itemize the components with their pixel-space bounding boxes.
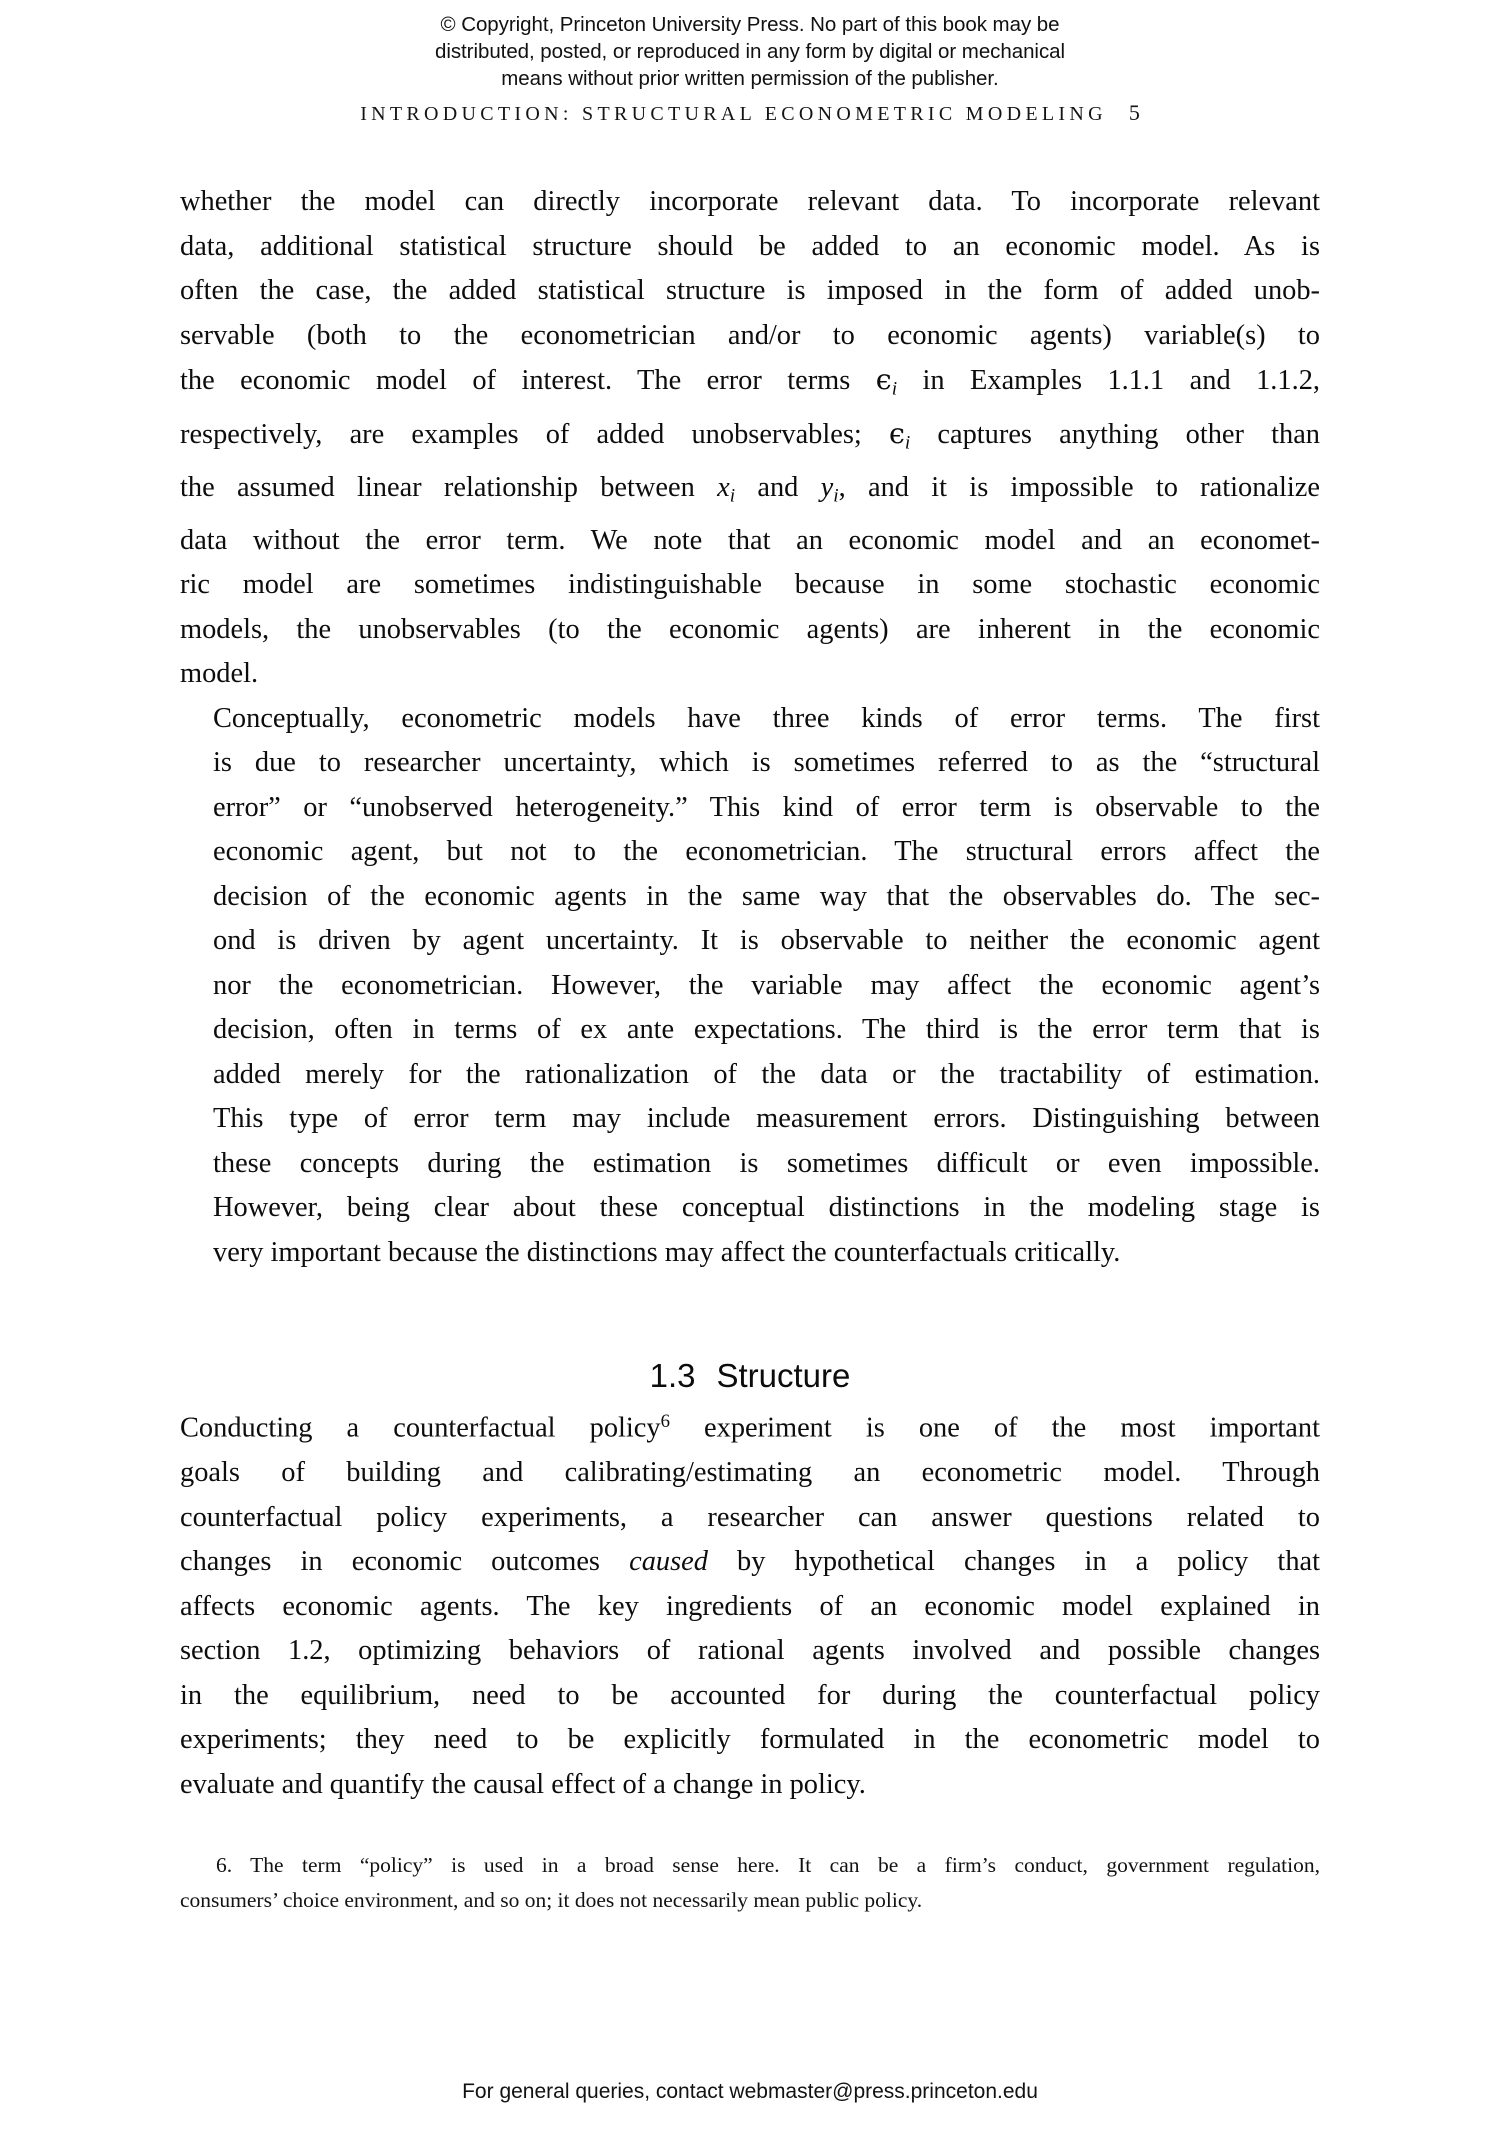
text-line: data without the error term. We note that an economic model and an economet- [180, 524, 1320, 556]
text-line: is due to researcher uncertainty, which is sometimes referred to as the “structural [213, 747, 1320, 779]
footnote-line: 6. The term “policy” is used in a broad sense here. It can be a firm’s conduct, government regulation, [216, 1853, 1320, 1877]
text-line-with-math: respectively, are examples of added unobservables; $\epsilon_i$ captures anything other than [180, 416, 1321, 454]
text-line: experiments; they need to be explicitly formulated in the econometric model to [180, 1724, 1320, 1756]
text-line: nor the econometrician. However, the variable may affect the economic agent’s [213, 969, 1320, 1001]
running-head-title: INTRODUCTION: STRUCTURAL ECONOMETRIC MODELING [360, 103, 1107, 125]
copyright-notice [0, 11, 1500, 92]
text-line: model. [180, 658, 259, 690]
copyright-line-2: distributed, posted, or reproduced in any form by digital or mechanical [434, 40, 1065, 63]
subscript-i: i [833, 485, 839, 507]
subscript-i: i [891, 378, 898, 400]
emphasis-caused: caused [629, 1546, 708, 1578]
text-line-with-math: the assumed linear relationship between $x_i$ and $y_i$, and it is impossible to rationalize [180, 471, 1320, 507]
main-text-block-after-heading [180, 1400, 1320, 1807]
text-line-with-emphasis: changes in economic outcomes caused by hypothetical changes in a policy that [180, 1546, 1320, 1578]
variable-x: x [717, 471, 730, 503]
text-line: Conceptually, econometric models have three kinds of error terms. The first [213, 702, 1320, 734]
footnote-line: consumers’ choice environment, and so on; it does not necessarily mean public policy. [180, 1888, 923, 1912]
variable-y: y [820, 471, 834, 503]
copyright-line-3: means without prior written permission of the publisher. [501, 67, 999, 90]
epsilon-symbol: ϵ [875, 363, 892, 396]
page-footer [0, 2080, 1500, 2104]
text-line: ond is driven by agent uncertainty. It is observable to neither the economic agent [213, 925, 1320, 957]
subscript-i: i [904, 432, 911, 454]
text-line: these concepts during the estimation is sometimes difficult or even impossible. [213, 1147, 1320, 1179]
text-line: models, the unobservables (to the economic agents) are inherent in the economic [180, 613, 1320, 645]
text-line: evaluate and quantify the causal effect of a change in policy. [180, 1768, 866, 1800]
text-line: This type of error term may include measurement errors. Distinguishing between [213, 1103, 1320, 1135]
text-line: added merely for the rationalization of the data or the tractability of estimation. [213, 1058, 1320, 1090]
text-line: section 1.2, optimizing behaviors of rational agents involved and possible changes [180, 1635, 1320, 1667]
text-line-with-math: the economic model of interest. The error terms $\epsilon_i$ in Examples 1.1.1 and 1.1.2, [180, 363, 1320, 400]
copyright-line-1: © Copyright, Princeton University Press. No part of this book may be [440, 13, 1060, 36]
text-line: data, additional statistical structure should be added to an economic model. As is [180, 230, 1320, 262]
text-line: decision, often in terms of ex ante expectations. The third is the error term that is [213, 1014, 1320, 1046]
text-line-with-footnote-ref: Conducting a counterfactual policy$^6$ experiment is one of the most important [180, 1411, 1320, 1444]
text-line: decision of the economic agents in the same way that the observables do. The sec- [213, 880, 1320, 912]
text-line: often the case, the added statistical structure is imposed in the form of added unob- [180, 275, 1320, 306]
section-number: 1.3 [649, 1357, 696, 1395]
section-heading [0, 1357, 1500, 1395]
page-number: 5 [1128, 100, 1140, 125]
text-line: very important because the distinctions may affect the counterfactuals critically. [213, 1236, 1121, 1268]
epsilon-symbol: ϵ [888, 416, 905, 450]
text-line: counterfactual policy experiments, a researcher can answer questions related to [180, 1501, 1320, 1533]
text-line: error” or “unobserved heterogeneity.” This kind of error term is observable to the [213, 791, 1320, 823]
text-line: economic agent, but not to the econometrician. The structural errors affect the [213, 836, 1320, 868]
text-line: goals of building and calibrating/estimating an econometric model. Through [180, 1457, 1320, 1489]
text-line: affects economic agents. The key ingredients of an economic model explained in [180, 1590, 1320, 1622]
paragraph-1 [180, 180, 1320, 697]
subscript-i: i [729, 485, 736, 507]
main-text-block [180, 180, 1320, 1275]
text-line: However, being clear about these conceptual distinctions in the modeling stage is [213, 1192, 1320, 1224]
section-title: Structure [716, 1357, 851, 1395]
text-line: ric model are sometimes indistinguishable because in some stochastic economic [180, 569, 1320, 601]
paragraph-2 [180, 697, 1320, 1276]
running-head [0, 100, 1500, 126]
text-line: in the equilibrium, need to be accounted for during the counterfactual policy [180, 1679, 1320, 1711]
footnote-reference: 6 [660, 1411, 670, 1432]
text-line: servable (both to the econometrician and/or to economic agents) variable(s) to [180, 319, 1320, 351]
footnote-block [180, 1848, 1320, 1918]
text-line: whether the model can directly incorporate relevant data. To incorporate relevant [180, 186, 1320, 217]
paragraph-3 [180, 1400, 1320, 1807]
page-footer-text: For general queries, contact webmaster@press.princeton.edu [462, 2080, 1038, 2103]
